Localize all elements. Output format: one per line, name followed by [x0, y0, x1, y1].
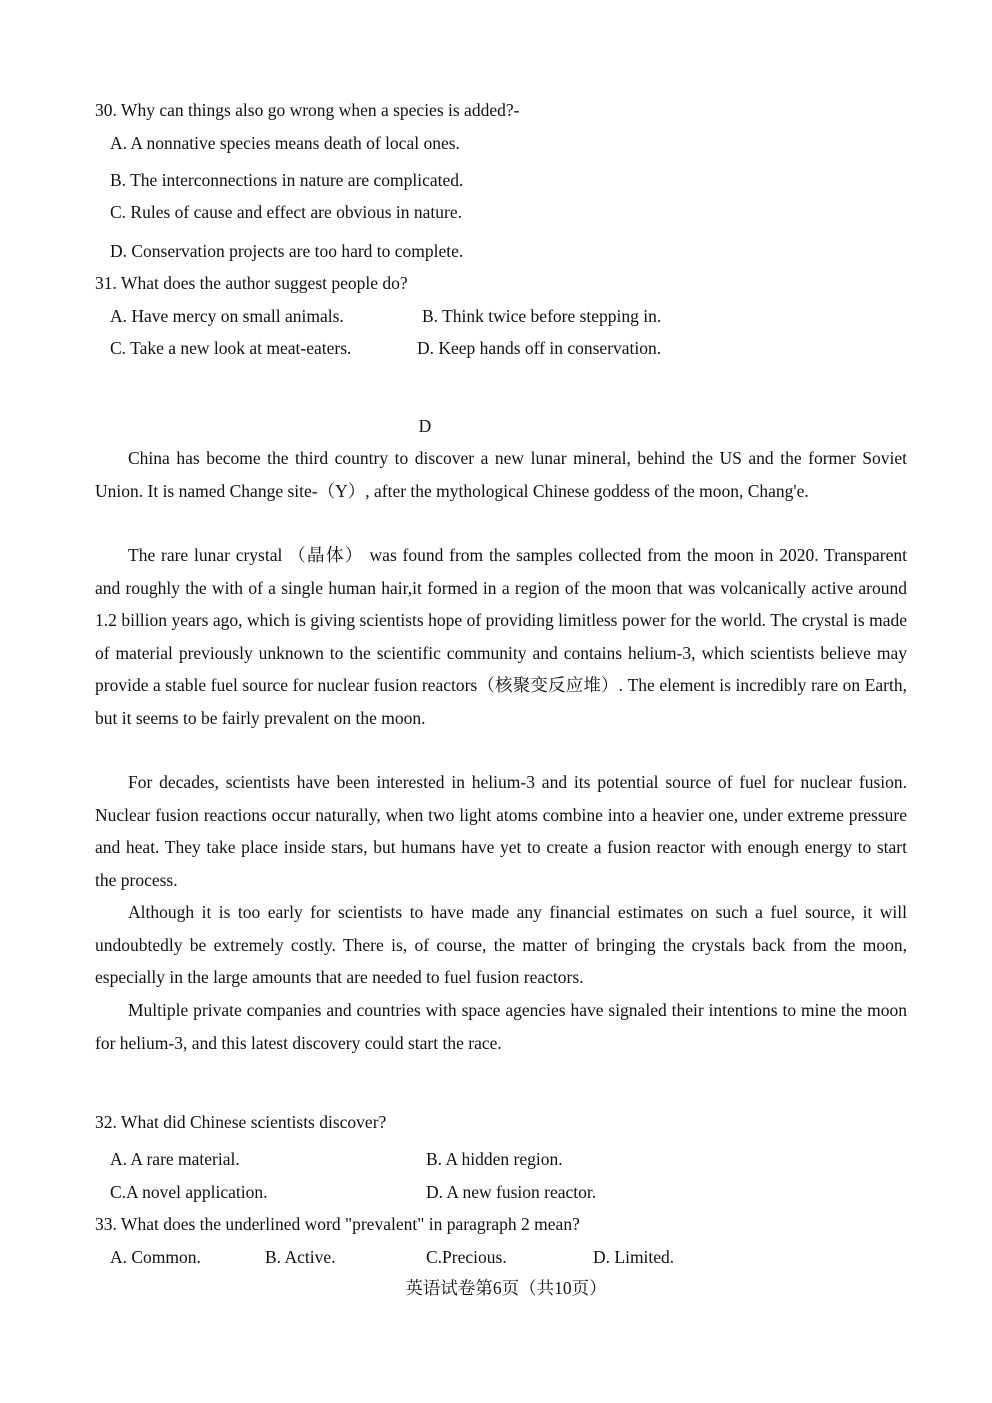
- question-30-stem: 30. Why can things also go wrong when a species is added?-: [95, 100, 520, 120]
- passage-paragraph-1: China has become the third country to discover a new lunar mineral, behind the US and the former Soviet Union. It is named Change site-（Y）, after the mythological Chinese goddess of the moon, Chang'e.: [95, 448, 907, 501]
- question-30-option-c: C. Rules of cause and effect are obvious in nature.: [110, 202, 462, 222]
- question-30-option-d: D. Conservation projects are too hard to complete.: [110, 241, 464, 261]
- section-label: D: [418, 416, 432, 436]
- question-32-stem: 32. What did Chinese scientists discover?: [95, 1112, 387, 1132]
- question-32-option-d: D. A new fusion reactor.: [426, 1182, 597, 1202]
- page-footer: 英语试卷第6页（共10页）: [405, 1278, 607, 1298]
- question-32-option-c: C.A novel application.: [110, 1182, 268, 1202]
- passage-paragraph-2-end: on the moon.: [329, 707, 426, 728]
- passage-paragraph-4: Although it is too early for scientists to have made any financial estimates on such a fuel source, it will undoubtedly be extremely costly. There is, of course, the matter of bringing the crystals back from the moon, especially in the large amounts that are needed to fuel fusion reactors.: [95, 902, 907, 988]
- passage-paragraph-5: Multiple private companies and countries with space agencies have signaled their intentions to mine the moon for helium-3, and this latest discovery could start the race.: [95, 1000, 907, 1053]
- question-30-option-b: B. The interconnections in nature are complicated.: [110, 170, 464, 190]
- question-31-option-b: B. Think twice before stepping in.: [422, 306, 662, 326]
- passage-paragraph-3: For decades, scientists have been interested in helium-3 and its potential source of fuel for nuclear fusion. Nuclear fusion reactions occur naturally, when two light atoms combine into a heavier one, under extreme pressure and heat. They take place inside stars, but humans have yet to create a fusion reactor with enough energy to start the process.: [95, 772, 907, 890]
- underlined-word-prevalent: prevalent: [264, 707, 330, 728]
- question-33-option-a: A. Common.: [110, 1247, 201, 1267]
- question-31-option-d: D. Keep hands off in conservation.: [417, 338, 662, 358]
- question-33-option-b: B. Active.: [265, 1247, 336, 1267]
- question-33-option-d: D. Limited.: [593, 1247, 675, 1267]
- passage-paragraph-2-text: The rare lunar crystal （晶体） was found from the samples collected from the moon in 2020. Transparent and roughly the with of a single human hair,it formed in a region of the moon that was volcanically active around 1.2 billion years ago, which is giving scientists hope of providing limitless power for the world. The crystal is made of material previously unknown to the scientific community and contains helium-3, which scientists believe may provide a stable fuel source for nuclear fusion reactors（核聚变反应堆）. The element is incredibly rare on Earth, but it seems to be fairly: [95, 545, 907, 728]
- question-32-option-b: B. A hidden region.: [426, 1149, 563, 1169]
- question-32-option-a: A. A rare material.: [110, 1149, 240, 1169]
- question-33-option-c: C.Precious.: [426, 1247, 507, 1267]
- question-31-stem: 31. What does the author suggest people do?: [95, 273, 408, 293]
- question-31-option-a: A. Have mercy on small animals.: [110, 306, 344, 326]
- question-33-stem: 33. What does the underlined word "prevalent" in paragraph 2 mean?: [95, 1214, 580, 1234]
- question-31-option-c: C. Take a new look at meat-eaters.: [110, 338, 352, 358]
- passage-paragraph-2: [95, 539, 907, 735]
- question-30-option-a: A. A nonnative species means death of local ones.: [110, 133, 460, 153]
